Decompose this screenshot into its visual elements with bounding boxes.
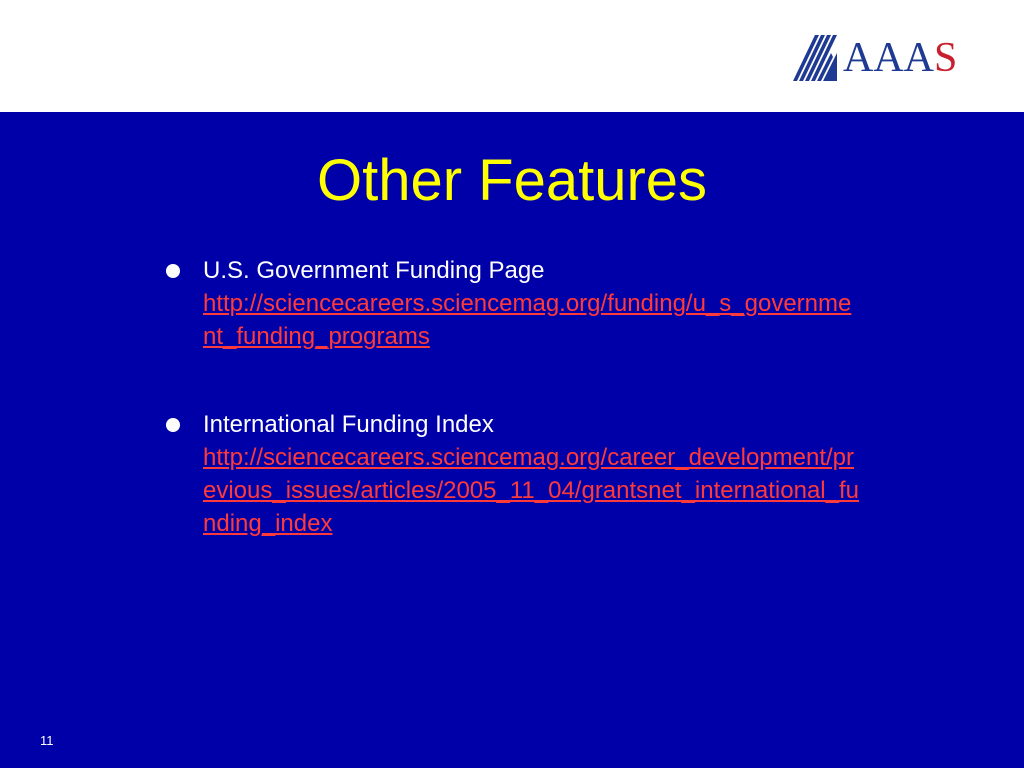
logo-text-accent: S xyxy=(934,35,958,81)
bullet-dot-icon xyxy=(166,264,180,278)
aaas-stripes-icon xyxy=(793,35,841,81)
funding-index-link[interactable]: http://sciencecareers.sciencemag.org/career_development/previous_issues/articles/2005_11_04/grantsnet_international_funding_index xyxy=(203,444,860,537)
slide-title: Other Features xyxy=(316,148,708,213)
aaas-logo xyxy=(793,33,957,83)
bullet-label: International Funding Index xyxy=(203,411,494,438)
bullet-list xyxy=(166,254,866,595)
bullet-item xyxy=(166,254,866,353)
logo-text-main: AAA xyxy=(843,35,934,81)
bullet-label: U.S. Government Funding Page xyxy=(203,257,545,284)
bullet-dot-icon xyxy=(166,418,180,432)
bullet-item xyxy=(166,408,866,540)
funding-page-link[interactable]: http://sciencecareers.sciencemag.org/funding/u_s_government_funding_programs xyxy=(203,290,852,350)
page-number: 11 xyxy=(40,733,54,748)
header-band xyxy=(0,0,1024,112)
logo-wordmark xyxy=(843,35,957,81)
